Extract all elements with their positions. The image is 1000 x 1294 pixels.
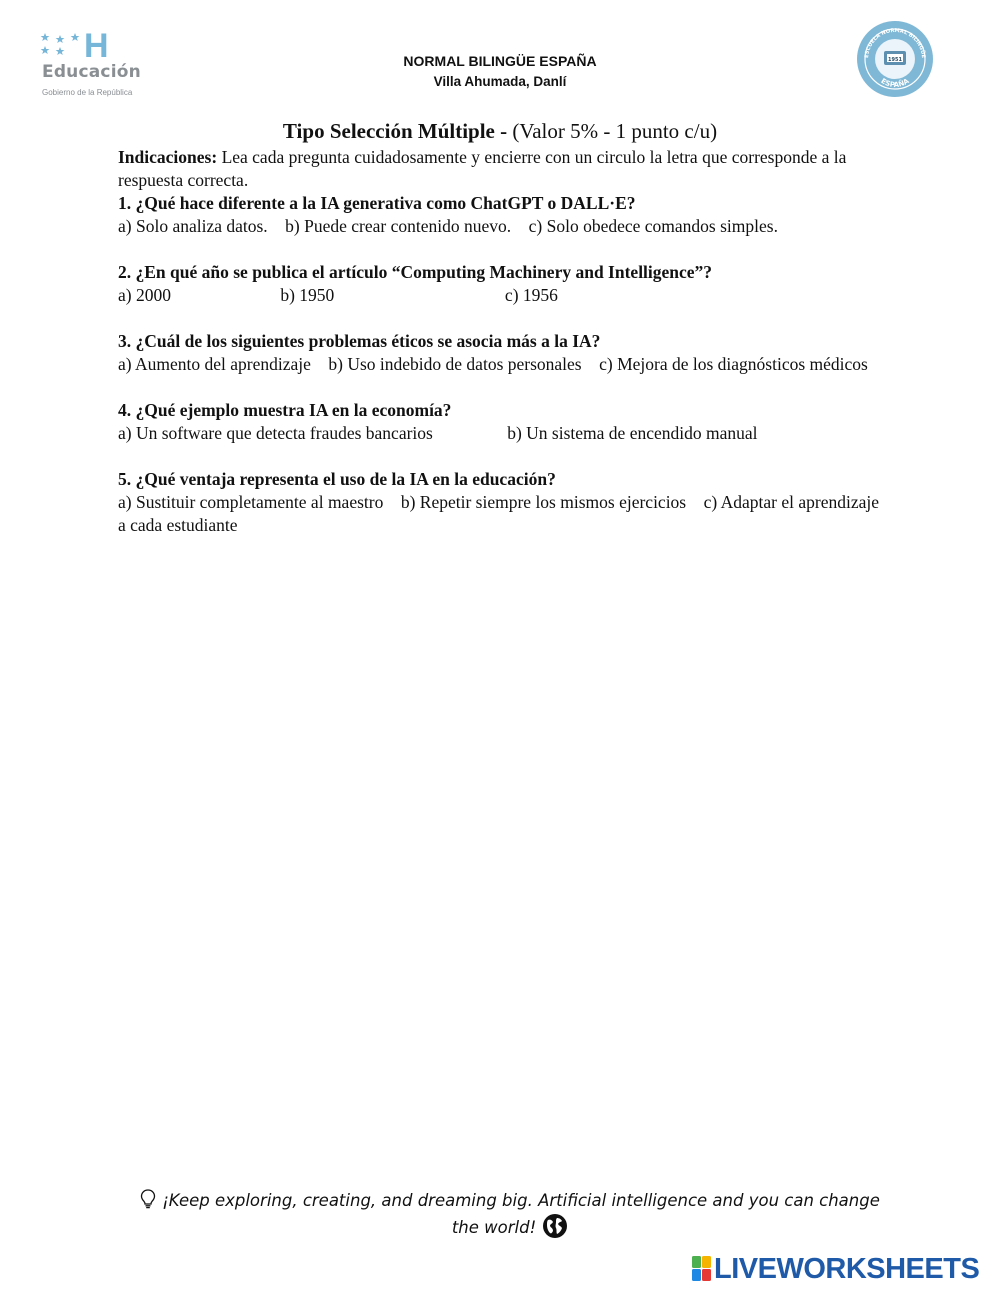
title-bold: Tipo Selección Múltiple - — [282, 119, 513, 143]
worksheet-title — [0, 119, 1000, 144]
school-name: NORMAL BILINGÜE ESPAÑA — [403, 53, 597, 69]
school-location: Villa Ahumada, Danlí — [433, 74, 567, 89]
question-5: 5. ¿Qué ventaja representa el uso de la IA en la educación? — [118, 469, 556, 489]
question-1: 1. ¿Qué hace diferente a la IA generativa como ChatGPT o DALL·E? — [118, 193, 636, 213]
liveworksheets-logo — [692, 1252, 992, 1286]
seal-year: 1951 — [888, 57, 902, 63]
seal-top-text: ESCUELA NORMAL BILINGÜE — [863, 27, 927, 59]
worksheet-body — [118, 146, 888, 537]
footer-text: ¡Keep exploring, creating, and dreaming big. Artificial intelligence and you can change the world! — [162, 1191, 880, 1237]
school-seal-icon — [856, 20, 934, 98]
globe-icon — [542, 1213, 568, 1239]
options-5: a) Sustituir completamente al maestro b) Repetir siempre los mismos ejercicios c) Adaptar el aprendizaje a cada estudiante — [118, 492, 884, 535]
logo-h-mark: H — [84, 27, 109, 65]
liveworksheets-wordmark: LIVEWORKSHEETS — [714, 1253, 980, 1285]
logo-wordmark: Educación — [42, 62, 141, 82]
lightbulb-icon — [140, 1189, 156, 1209]
question-3: 3. ¿Cuál de los siguientes problemas éticos se asocia más a la IA? — [118, 331, 601, 351]
question-2: 2. ¿En qué año se publica el artículo “Computing Machinery and Intelligence”? — [118, 262, 713, 282]
instructions — [118, 146, 888, 192]
question-4: 4. ¿Qué ejemplo muestra IA en la economía? — [118, 400, 452, 420]
options-4: a) Un software que detecta fraudes bancarios b) Un sistema de encendido manual — [118, 423, 758, 443]
instructions-label: Indicaciones: — [118, 147, 218, 167]
instructions-text: Lea cada pregunta cuidadosamente y encierre con un circulo la letra que corresponde a la respuesta correcta. — [118, 147, 847, 190]
seal-bottom-text: ESPAÑA — [879, 76, 911, 90]
options-2: a) 2000 b) 1950 c) 1956 — [118, 285, 558, 305]
title-value: (Valor 5% - 1 punto c/u) — [512, 119, 718, 143]
footer-message — [140, 1188, 880, 1240]
live-badge-icon — [692, 1256, 712, 1282]
options-1: a) Solo analiza datos. b) Puede crear contenido nuevo. c) Solo obedece comandos simples. — [118, 216, 778, 236]
options-3: a) Aumento del aprendizaje b) Uso indebido de datos personales c) Mejora de los diagnósticos médicos — [118, 354, 868, 374]
logo-subtitle: Gobierno de la República — [42, 88, 133, 97]
